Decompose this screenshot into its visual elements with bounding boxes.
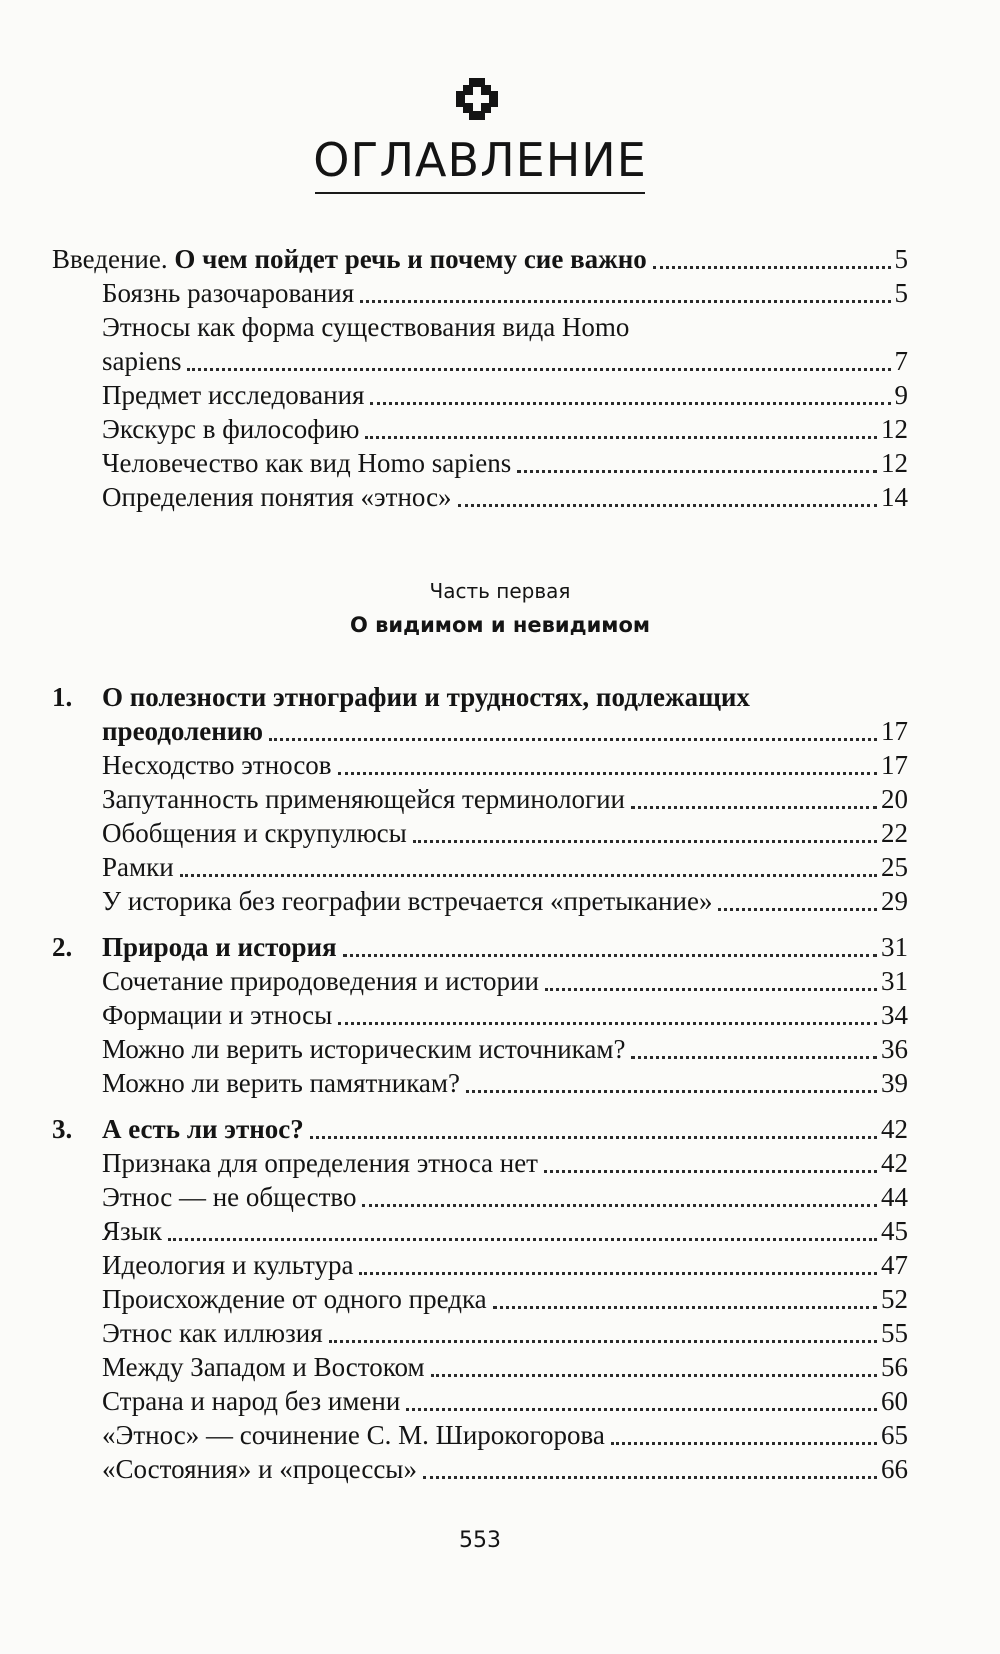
page-ref: 44 bbox=[881, 1182, 908, 1212]
page-ref: 42 bbox=[881, 1114, 908, 1144]
leader-dots bbox=[180, 873, 877, 877]
toc-entry[interactable] bbox=[102, 1452, 908, 1486]
leader-dots bbox=[370, 401, 890, 405]
page-ref: 20 bbox=[881, 784, 908, 814]
leader-dots bbox=[359, 1271, 877, 1275]
leader-dots bbox=[431, 1373, 877, 1377]
intro-title: О чем пойдет речь и почему сие важно bbox=[174, 244, 647, 274]
page-ref: 39 bbox=[881, 1068, 908, 1098]
leader-dots bbox=[545, 987, 877, 991]
entry-title: Можно ли верить историческим источникам? bbox=[102, 1034, 626, 1064]
leader-dots bbox=[406, 1407, 877, 1411]
chapter-title: Природа и история bbox=[102, 932, 337, 962]
toc-entry[interactable] bbox=[102, 998, 908, 1032]
entry-title: «Этнос» — сочинение С. М. Широкогорова bbox=[102, 1420, 605, 1450]
entry-title: Между Западом и Востоком bbox=[102, 1352, 425, 1382]
page-ref: 12 bbox=[881, 414, 908, 444]
leader-dots bbox=[413, 839, 877, 843]
entry-title: Происхождение от одного предка bbox=[102, 1284, 487, 1314]
page-ref: 66 bbox=[881, 1454, 908, 1484]
toc-entry[interactable] bbox=[102, 1316, 908, 1350]
entry-title: Страна и народ без имени bbox=[102, 1386, 401, 1416]
chapter-number: 3. bbox=[52, 1114, 73, 1144]
entry-title: Экскурс в философию bbox=[102, 414, 360, 444]
intro-prefix: Введение. bbox=[52, 244, 175, 274]
entry-title-line2: sapiens bbox=[102, 346, 182, 376]
page-ref: 31 bbox=[881, 966, 908, 996]
toc-entry[interactable] bbox=[102, 964, 908, 998]
leader-dots bbox=[458, 503, 877, 507]
entry-title: Формации и этносы bbox=[102, 1000, 333, 1030]
page-ref: 12 bbox=[881, 448, 908, 478]
toc-entry[interactable] bbox=[102, 1418, 908, 1452]
entry-title: Рамки bbox=[102, 852, 174, 882]
entry-title: Запутанность применяющейся терминологии bbox=[102, 784, 625, 814]
page-ref: 47 bbox=[881, 1250, 908, 1280]
toc-entry[interactable] bbox=[102, 412, 908, 446]
chapter-title-line2: преодолению bbox=[102, 716, 263, 746]
page-ref: 34 bbox=[881, 1000, 908, 1030]
entry-title: Идеология и культура bbox=[102, 1250, 354, 1280]
leader-dots bbox=[631, 805, 877, 809]
toc-entry[interactable] bbox=[102, 850, 908, 884]
page-ref: 25 bbox=[881, 852, 908, 882]
toc-chapter-entry[interactable] bbox=[102, 1112, 908, 1146]
toc-entry[interactable] bbox=[102, 1384, 908, 1418]
page-ref: 29 bbox=[881, 886, 908, 916]
page-title: ОГЛАВЛЕНИЕ bbox=[313, 133, 647, 187]
toc-entry[interactable] bbox=[102, 1066, 908, 1100]
toc-entry[interactable] bbox=[102, 782, 908, 816]
leader-dots bbox=[310, 1135, 877, 1139]
page-ref: 17 bbox=[881, 716, 908, 746]
page-ref: 56 bbox=[881, 1352, 908, 1382]
toc-entry[interactable] bbox=[102, 1146, 908, 1180]
toc-entry[interactable] bbox=[102, 446, 908, 480]
leader-dots bbox=[493, 1305, 877, 1309]
leader-dots bbox=[631, 1055, 877, 1059]
leader-dots bbox=[653, 265, 891, 269]
title-underline bbox=[315, 192, 645, 194]
leader-dots bbox=[360, 299, 890, 303]
leader-dots bbox=[544, 1169, 877, 1173]
leader-dots bbox=[269, 737, 877, 741]
chapter-number: 1. bbox=[52, 682, 73, 712]
leader-dots bbox=[187, 367, 890, 371]
entry-title: Боязнь разочарования bbox=[102, 278, 355, 308]
entry-title: Несходство этносов bbox=[102, 750, 332, 780]
leader-dots bbox=[338, 1021, 877, 1025]
page-ref: 45 bbox=[881, 1216, 908, 1246]
chapter-number: 2. bbox=[52, 932, 73, 962]
leader-dots bbox=[611, 1441, 877, 1445]
toc-entry[interactable] bbox=[102, 276, 908, 310]
toc-entry[interactable] bbox=[102, 1180, 908, 1214]
entry-title: Этнос — не общество bbox=[102, 1182, 357, 1212]
toc-entry-intro[interactable] bbox=[52, 242, 908, 276]
toc-chapter-entry[interactable] bbox=[102, 714, 908, 748]
entry-title: «Состояния» и «процессы» bbox=[102, 1454, 417, 1484]
entry-title: Признака для определения этноса нет bbox=[102, 1148, 538, 1178]
leader-dots bbox=[362, 1203, 877, 1207]
page-number: 553 bbox=[459, 1528, 501, 1553]
toc-entry[interactable] bbox=[102, 480, 908, 514]
page-ref: 5 bbox=[894, 244, 908, 274]
part-label: Часть первая bbox=[429, 579, 571, 603]
toc-entry[interactable] bbox=[102, 1350, 908, 1384]
ornament-cross-icon bbox=[456, 78, 498, 120]
entry-title-line1[interactable]: Этносы как форма существования вида Homo bbox=[102, 312, 630, 342]
page-ref: 5 bbox=[894, 278, 908, 308]
page-ref: 22 bbox=[881, 818, 908, 848]
entry-title: Человечество как вид Homo sapiens bbox=[102, 448, 512, 478]
page-ref: 17 bbox=[881, 750, 908, 780]
leader-dots bbox=[343, 953, 877, 957]
leader-dots bbox=[517, 469, 877, 473]
entry-title: У историка без географии встречается «претыкание» bbox=[102, 886, 713, 916]
chapter-title: А есть ли этнос? bbox=[102, 1114, 304, 1144]
toc-entry[interactable] bbox=[102, 378, 908, 412]
page-ref: 14 bbox=[881, 482, 908, 512]
toc-entry[interactable] bbox=[102, 1032, 908, 1066]
leader-dots bbox=[329, 1339, 877, 1343]
entry-title: Язык bbox=[102, 1216, 162, 1246]
leader-dots bbox=[338, 771, 877, 775]
leader-dots bbox=[423, 1475, 877, 1479]
toc-chapter-entry[interactable] bbox=[102, 930, 908, 964]
entry-title: Сочетание природоведения и истории bbox=[102, 966, 539, 996]
toc-entry[interactable] bbox=[102, 748, 908, 782]
page-ref: 42 bbox=[881, 1148, 908, 1178]
page-ref: 36 bbox=[881, 1034, 908, 1064]
page-ref: 9 bbox=[894, 380, 908, 410]
entry-title: Можно ли верить памятникам? bbox=[102, 1068, 460, 1098]
toc-entry[interactable] bbox=[102, 344, 908, 378]
toc-entry[interactable] bbox=[102, 816, 908, 850]
part-title: О видимом и невидимом bbox=[349, 613, 651, 637]
entry-title: Предмет исследования bbox=[102, 380, 365, 410]
leader-dots bbox=[718, 907, 877, 911]
page-ref: 55 bbox=[881, 1318, 908, 1348]
toc-entry[interactable] bbox=[102, 1282, 908, 1316]
toc-entry[interactable] bbox=[102, 1248, 908, 1282]
toc-entry[interactable] bbox=[102, 884, 908, 918]
leader-dots bbox=[365, 435, 877, 439]
page-ref: 31 bbox=[881, 932, 908, 962]
entry-title: Определения понятия «этнос» bbox=[102, 482, 452, 512]
leader-dots bbox=[168, 1237, 877, 1241]
page-ref: 7 bbox=[894, 346, 908, 376]
page-ref: 65 bbox=[881, 1420, 908, 1450]
toc-entry[interactable] bbox=[102, 1214, 908, 1248]
page-ref: 60 bbox=[881, 1386, 908, 1416]
entry-title: Этнос как иллюзия bbox=[102, 1318, 323, 1348]
chapter-title-line1[interactable]: О полезности этнографии и трудностях, подлежащих bbox=[102, 682, 750, 712]
page-ref: 52 bbox=[881, 1284, 908, 1314]
entry-title: Обобщения и скрупулюсы bbox=[102, 818, 407, 848]
leader-dots bbox=[466, 1089, 877, 1093]
